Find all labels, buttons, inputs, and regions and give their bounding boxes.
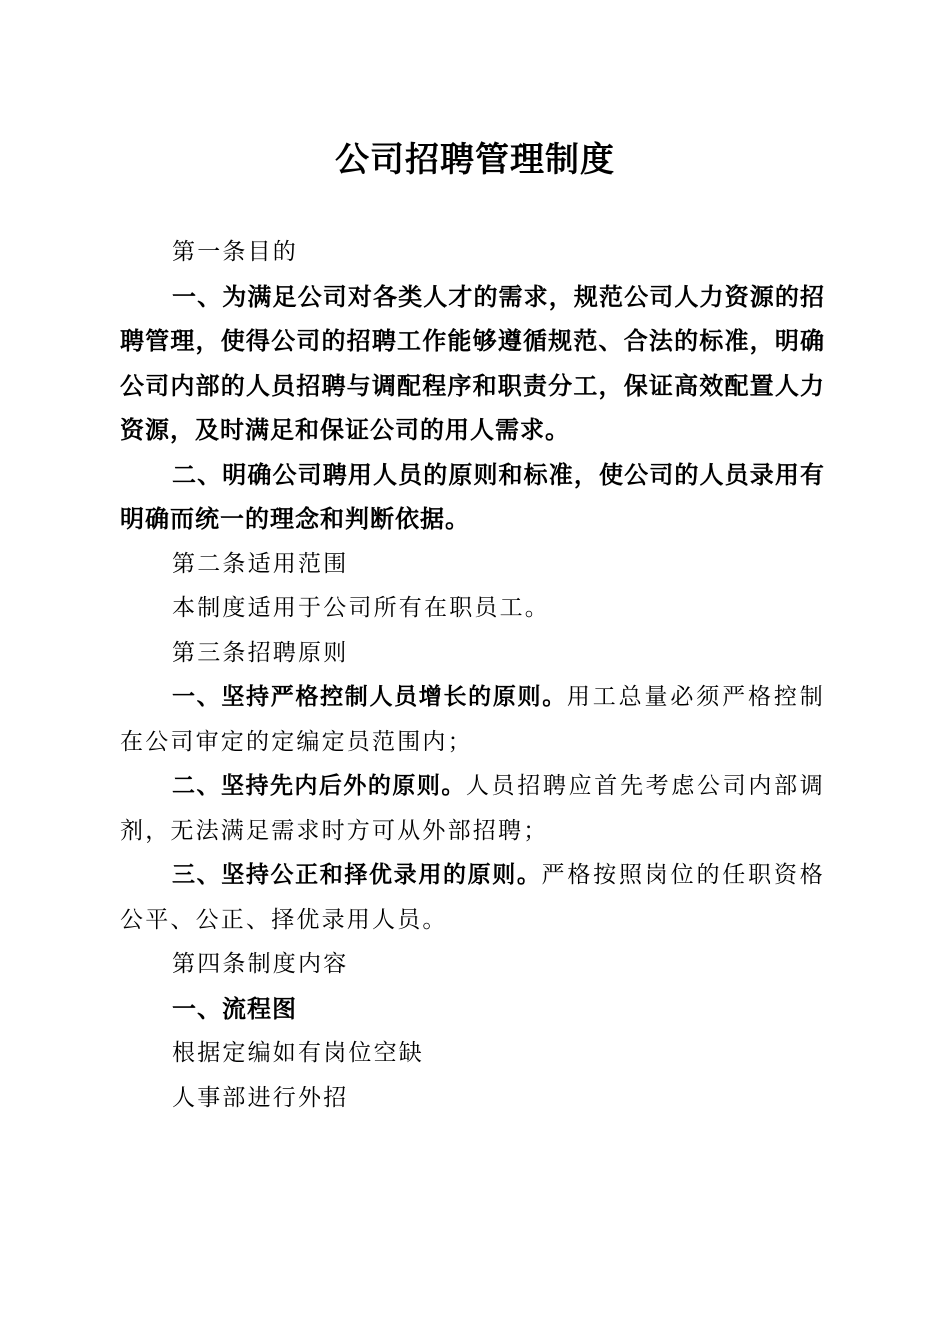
article-1-heading: 第一条目的 [172,239,298,265]
article-4-subheading-flowchart: 一、流程图 [172,994,297,1023]
document-body [120,230,825,1120]
principle-1-lead: 一、坚持严格控制人员增长的原则。 [172,684,567,710]
article-3-principle-2 [120,764,825,853]
article-1-paragraph-2: 二、明确公司聘用人员的原则和标准，使公司的人员录用有明确而统一的理念和判断依据。 [120,460,825,533]
principle-3-text: 严格按照岗位的任职资格公平、公正、择优录用人员。 [120,862,826,933]
principle-1-text: 用工总量必须严格控制在公司审定的定编定员范围内； [120,684,826,755]
article-2-paragraph: 本制度适用于公司所有在职员工。 [172,595,550,621]
article-3-principle-1 [120,675,825,764]
document-title: 公司招聘管理制度 [335,140,615,180]
article-4-heading: 第四条制度内容 [172,951,349,977]
flowchart-step-2: 人事部进行外招 [172,1084,349,1111]
article-2-heading: 第二条适用范围 [172,550,349,577]
flowchart-step-1: 根据定编如有岗位空缺 [172,1040,424,1066]
article-3-principle-3 [120,853,825,942]
principle-2-text: 人员招聘应首先考虑公司内部调剂，无法满足需求时方可从外部招聘； [120,773,825,844]
article-3-heading: 第三条招聘原则 [172,639,349,666]
principle-2-lead: 二、坚持先内后外的原则。 [172,773,466,799]
principle-3-lead: 三、坚持公正和择优录用的原则。 [172,862,542,888]
article-1-paragraph-1: 一、为满足公司对各类人才的需求，规范公司人力资源的招聘管理，使得公司的招聘工作能够遵循规范、合法的标准，明确公司内部的人员招聘与调配程序和职责分工，保证高效配置人力资源，及时满足和保证公司的用人需求。 [120,282,825,444]
